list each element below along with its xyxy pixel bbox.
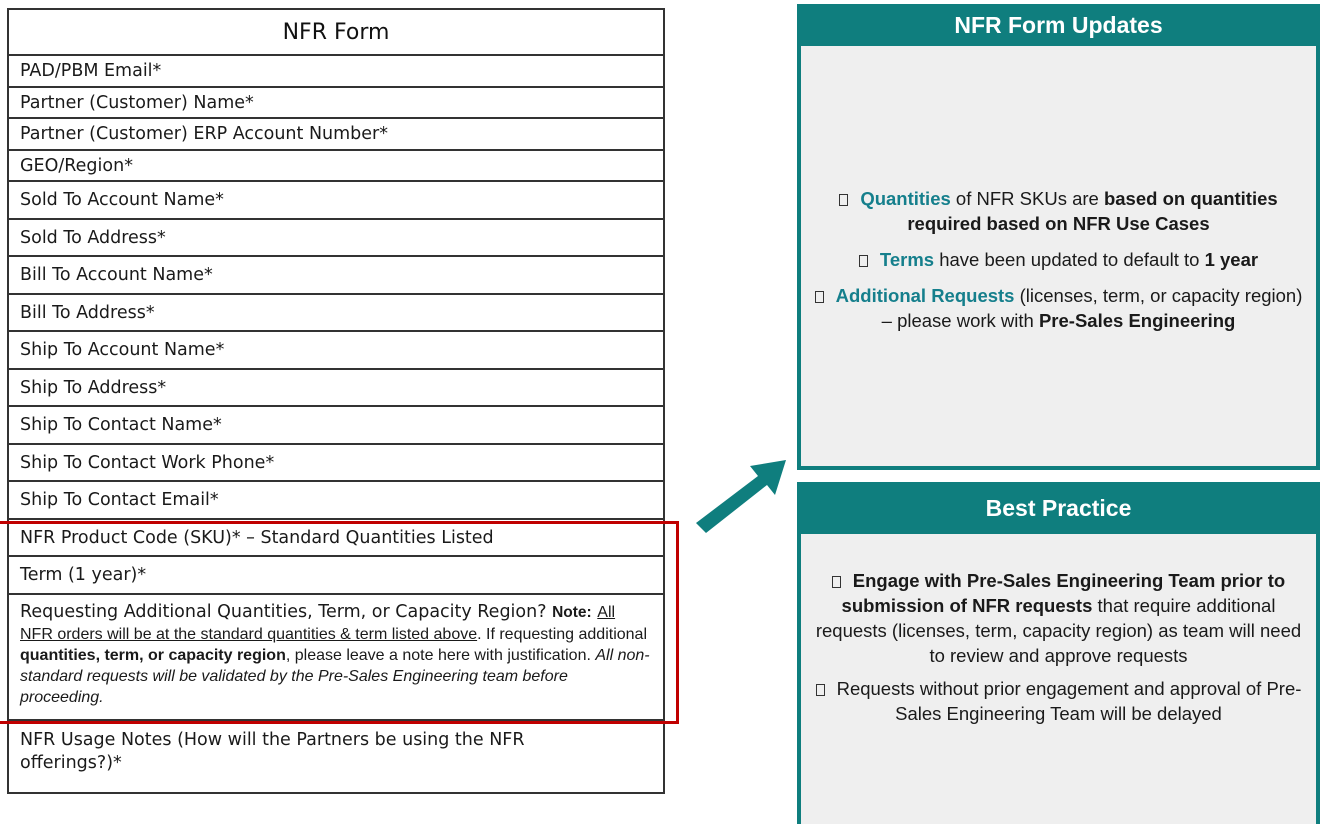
bullet-icon [816,684,825,696]
additional-requests-label: Additional Requests [835,285,1015,306]
field-nfr-usage-notes: NFR Usage Notes (How will the Partners be using the NFR offerings?)* [20,730,525,773]
terms-label: Terms [879,249,935,270]
quantities-bold: based on quantities required based on NFR Use Cases [907,188,1278,234]
note-label: Note: [552,604,592,621]
nfr-form-updates-panel [797,4,1320,470]
field-sold-to-address: Sold To Address* [9,220,663,257]
field-nfr-product-code: NFR Product Code (SKU)* – Standard Quantities Listed [9,520,663,557]
additional-requests-bold: Pre-Sales Engineering [1038,310,1236,331]
updates-bullet-terms [811,247,1306,272]
updates-bullet-quantities [811,186,1306,236]
best-practice-title: Best Practice [797,482,1320,534]
best-practice-bullet-delayed [811,676,1306,726]
note-underlined-2: NFR orders will be at the standard quantities & term listed above [20,626,478,643]
best-practice-panel [797,482,1320,824]
bullet-icon [839,194,848,206]
requesting-question: Requesting Additional Quantities, Term, or Capacity Region? [20,602,547,622]
field-geo-region: GEO/Region* [9,151,663,182]
delayed-text: Requests without prior engagement and approval of Pre-Sales Engineering Team will be delayed [836,678,1302,724]
field-bill-to-account-name: Bill To Account Name* [9,257,663,295]
note-underlined-1: All [597,604,616,621]
engage-text: that require additional requests (licenses, term, capacity region) as team will need to review and approve requests [815,595,1302,666]
arrow-up-right-icon [690,455,790,537]
bullet-icon [859,255,868,267]
field-bill-to-address: Bill To Address* [9,295,663,332]
field-ship-to-account-name: Ship To Account Name* [9,332,663,370]
field-erp-account-number: Partner (Customer) ERP Account Number* [9,119,663,151]
field-pad-pbm-email: PAD/PBM Email* [9,56,663,88]
field-partner-name: Partner (Customer) Name* [9,88,663,119]
updates-title: NFR Form Updates [797,4,1320,46]
terms-bold: 1 year [1204,249,1259,270]
updates-body [811,186,1306,344]
engage-bold: Engage with Pre-Sales Engineering Team prior to submission of NFR requests [841,570,1286,616]
field-ship-to-address: Ship To Address* [9,370,663,407]
field-ship-to-contact-email: Ship To Contact Email* [9,482,663,520]
additional-requests-text: (licenses, term, or capacity region) – please work with [881,285,1303,331]
quantities-label: Quantities [860,188,951,209]
bullet-icon [832,576,841,588]
field-ship-to-contact-phone: Ship To Contact Work Phone* [9,445,663,482]
terms-text: have been updated to default to [934,249,1205,270]
note-bold: quantities, term, or capacity region [20,647,286,664]
note-italic: All non-standard requests will be validated by the Pre-Sales Engineering team before proceeding. [20,647,650,706]
red-highlight-box [0,521,679,724]
note-text-1: . If requesting additional [477,626,647,643]
field-term: Term (1 year)* [9,557,663,595]
field-sold-to-account-name: Sold To Account Name* [9,182,663,220]
note-text-2: , please leave a note here with justification. [285,647,596,664]
best-practice-bullet-engage [811,568,1306,668]
quantities-text: of NFR SKUs are [950,188,1104,209]
bullet-icon [815,291,824,303]
form-title: NFR Form [9,10,663,56]
best-practice-body [811,568,1306,737]
updates-bullet-additional [811,283,1306,333]
field-ship-to-contact-name: Ship To Contact Name* [9,407,663,445]
